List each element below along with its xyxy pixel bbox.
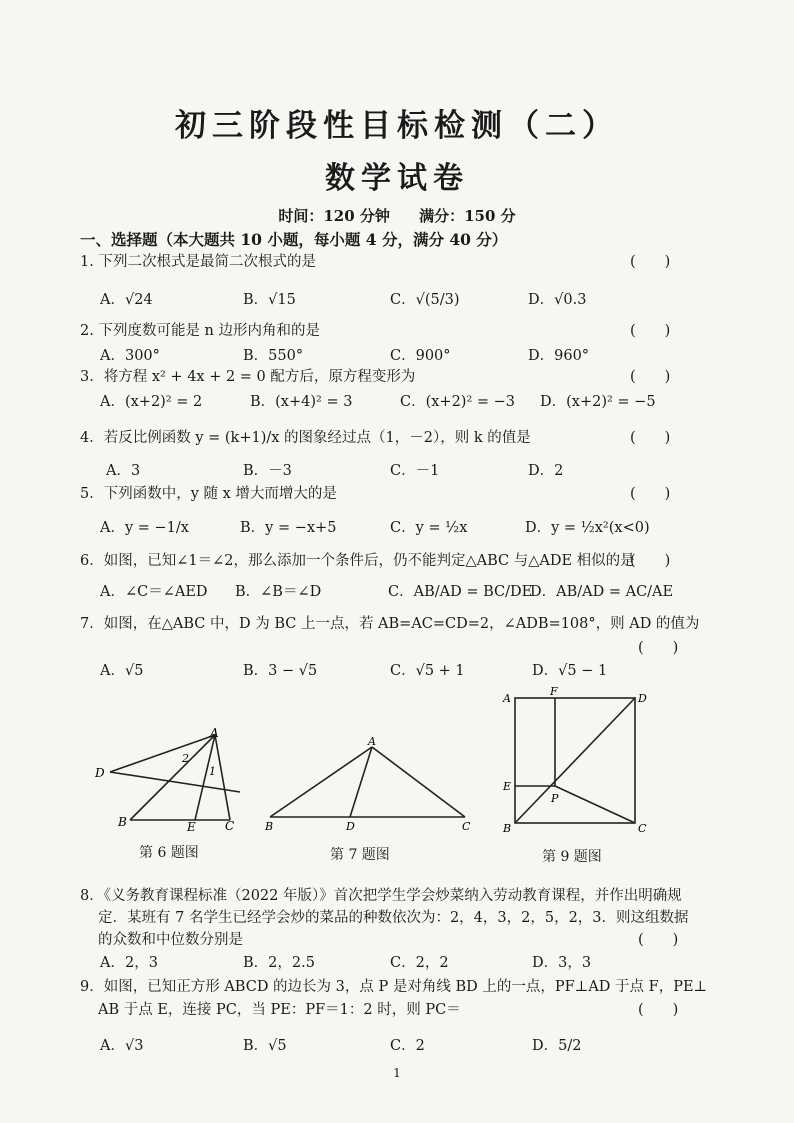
question-6-option-d: D．AB/AD = AC/AE bbox=[530, 584, 674, 600]
question-2-option-d: D．960° bbox=[528, 348, 590, 364]
answer-blank: ( ) bbox=[630, 553, 671, 569]
question-5-option-b: B．y = −x+5 bbox=[240, 520, 337, 536]
fig6-label-a: A bbox=[210, 726, 219, 740]
question-8-option-c: C．2，2 bbox=[390, 955, 449, 971]
question-6-option-a: A．∠C＝∠AED bbox=[100, 584, 208, 600]
question-2-option-c: C．900° bbox=[390, 348, 451, 364]
fig7-label-d: D bbox=[346, 820, 355, 833]
question-1-option-a: A．√24 bbox=[100, 292, 153, 308]
answer-blank: ( ) bbox=[638, 1002, 679, 1018]
question-9-option-a: A．√3 bbox=[100, 1038, 144, 1054]
figure-9-caption: 第 9 题图 bbox=[542, 849, 602, 865]
diagonal-bd bbox=[515, 698, 635, 823]
fig6-label-c: C bbox=[225, 819, 235, 833]
figure-7-caption: 第 7 题图 bbox=[330, 847, 390, 863]
question-7-option-d: D．√5 − 1 bbox=[532, 663, 608, 679]
question-3-stem: 3．将方程 x² + 4x + 2 = 0 配方后，原方程变形为 bbox=[80, 369, 416, 385]
page-title: 初三阶段性目标检测（二） bbox=[175, 108, 619, 144]
segment-pc bbox=[555, 786, 635, 823]
question-9-stem-line2: AB 于点 E，连接 PC，当 PE：PF＝1：2 时，则 PC＝ bbox=[98, 1002, 461, 1018]
fig6-label-angle2: 2 bbox=[182, 752, 189, 765]
answer-blank: ( ) bbox=[630, 369, 671, 385]
question-8-stem-line2: 定．某班有 7 名学生已经学会炒的菜品的种数依次为：2，4，3，2，5，2，3．则这组数据 bbox=[98, 910, 689, 926]
figure-9 bbox=[500, 686, 660, 834]
figure-6 bbox=[90, 725, 250, 835]
question-1-stem: 1. 下列二次根式是最简二次根式的是 bbox=[80, 254, 316, 270]
exam-meta bbox=[0, 205, 794, 226]
fig9-label-a: A bbox=[503, 692, 511, 705]
page-number: 1 bbox=[393, 1066, 401, 1080]
question-7-stem: 7．如图，在△ABC 中，D 为 BC 上一点，若 AB=AC=CD=2，∠ADB=108°，则 AD 的值为 bbox=[80, 616, 700, 632]
fig9-label-p: P bbox=[551, 792, 559, 805]
question-5-option-a: A．y = −1/x bbox=[100, 520, 189, 536]
segment-ac bbox=[215, 735, 230, 820]
question-1-option-d: D．√0.3 bbox=[528, 292, 587, 308]
question-8-option-a: A．2，3 bbox=[100, 955, 158, 971]
question-5-option-c: C．y = ½x bbox=[390, 520, 468, 536]
question-2-option-a: A．300° bbox=[100, 348, 160, 364]
answer-blank: ( ) bbox=[630, 430, 671, 446]
question-7-option-c: C．√5 + 1 bbox=[390, 663, 465, 679]
question-8-stem-line1: 8．《义务教育课程标准（2022 年版）》首次把学生学会炒菜纳入劳动教育课程，并作出明确规 bbox=[80, 888, 682, 904]
question-3-option-c: C．(x+2)² = −3 bbox=[400, 394, 516, 410]
fig6-label-e: E bbox=[187, 820, 196, 834]
question-8-option-b: B．2，2.5 bbox=[243, 955, 315, 971]
question-8-option-d: D．3，3 bbox=[532, 955, 592, 971]
answer-blank: ( ) bbox=[630, 486, 671, 502]
question-5-stem: 5．下列函数中，y 随 x 增大而增大的是 bbox=[80, 486, 337, 502]
question-1-option-b: B．√15 bbox=[243, 292, 296, 308]
question-3-option-b: B．(x+4)² = 3 bbox=[250, 394, 353, 410]
question-3-option-a: A．(x+2)² = 2 bbox=[100, 394, 203, 410]
question-4-option-c: C．－1 bbox=[390, 463, 440, 479]
answer-blank: ( ) bbox=[638, 932, 679, 948]
question-4-option-a: A．3 bbox=[106, 463, 141, 479]
question-9-option-b: B．√5 bbox=[243, 1038, 287, 1054]
question-3-option-d: D．(x+2)² = −5 bbox=[540, 394, 656, 410]
figure-6-caption: 第 6 题图 bbox=[139, 845, 199, 861]
fig9-label-c: C bbox=[638, 822, 647, 834]
question-4-option-d: D．2 bbox=[528, 463, 564, 479]
question-4-option-b: B．－3 bbox=[243, 463, 292, 479]
fig6-label-angle1: 1 bbox=[209, 765, 216, 778]
answer-blank: ( ) bbox=[630, 323, 671, 339]
fig7-label-b: B bbox=[265, 820, 274, 833]
question-4-stem: 4．若反比例函数 y = (k+1)/x 的图象经过点（1，－2），则 k 的值是 bbox=[80, 430, 531, 446]
question-2-stem: 2. 下列度数可能是 n 边形内角和的是 bbox=[80, 323, 320, 339]
question-6-option-b: B．∠B＝∠D bbox=[235, 584, 322, 600]
segment-ad bbox=[110, 735, 215, 772]
fig6-label-d: D bbox=[95, 766, 105, 780]
exam-score: 满分：150 分 bbox=[419, 207, 516, 225]
question-1-option-c: C．√(5/3) bbox=[390, 292, 460, 308]
question-5-option-d: D．y = ½x²(x<0) bbox=[525, 520, 650, 536]
segment-ac bbox=[372, 747, 465, 817]
exam-time: 时间：120 分钟 bbox=[278, 207, 390, 225]
page-subtitle: 数学试卷 bbox=[325, 161, 469, 196]
fig9-label-e: E bbox=[503, 780, 512, 793]
question-9-stem-line1: 9．如图，已知正方形 ABCD 的边长为 3，点 P 是对角线 BD 上的一点，PF⊥AD 于点 F，PE⊥ bbox=[80, 979, 708, 995]
fig9-label-f: F bbox=[550, 686, 558, 698]
fig9-label-d: D bbox=[638, 692, 647, 705]
question-9-option-d: D．5/2 bbox=[532, 1038, 582, 1054]
fig6-label-b: B bbox=[118, 815, 127, 829]
answer-blank: ( ) bbox=[630, 254, 671, 270]
question-7-option-b: B．3 − √5 bbox=[243, 663, 318, 679]
fig9-label-b: B bbox=[503, 822, 512, 834]
question-7-option-a: A．√5 bbox=[100, 663, 144, 679]
question-6-option-c: C．AB/AD = BC/DE bbox=[388, 584, 533, 600]
question-2-option-b: B．550° bbox=[243, 348, 304, 364]
figure-7 bbox=[260, 735, 480, 835]
question-9-option-c: C．2 bbox=[390, 1038, 425, 1054]
section-heading: 一、选择题（本大题共 10 小题，每小题 4 分，满分 40 分） bbox=[80, 230, 508, 249]
question-8-stem-line3: 的众数和中位数分别是 bbox=[98, 932, 243, 948]
segment-ad bbox=[350, 747, 372, 817]
answer-blank: ( ) bbox=[638, 640, 679, 656]
fig7-label-c: C bbox=[462, 820, 471, 833]
fig7-label-a: A bbox=[368, 735, 376, 748]
segment-ab bbox=[270, 747, 372, 817]
question-6-stem: 6．如图，已知∠1＝∠2，那么添加一个条件后，仍不能判定△ABC 与△ADE 相似的是 bbox=[80, 553, 635, 569]
